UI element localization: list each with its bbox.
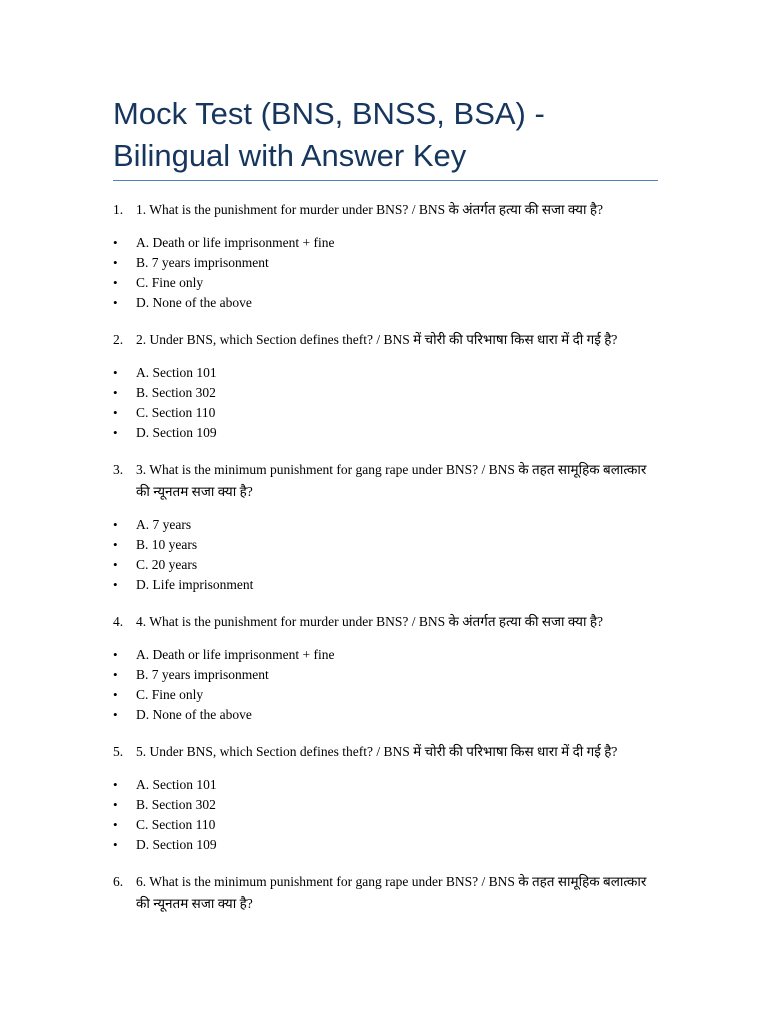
bullet-icon: • [113,837,118,852]
option-text: A. Section 101 [136,365,217,380]
question-text: 2. Under BNS, which Section defines theft? / BNS में चोरी की परिभाषा किस धारा में दी गई है? [136,332,618,347]
option-text: A. Section 101 [136,777,217,792]
option-item [0,535,768,555]
option-item [0,293,768,313]
bullet-icon: • [113,577,118,592]
title-underline [113,180,658,181]
question-number: 3. [113,462,124,477]
option-text: D. None of the above [136,295,252,310]
question-heading [0,329,768,351]
bullet-icon: • [113,817,118,832]
option-text: B. 7 years imprisonment [136,255,269,270]
bullet-icon: • [113,517,118,532]
bullet-icon: • [113,647,118,662]
option-text: A. 7 years [136,517,192,532]
question-number: 4. [113,614,124,629]
bullet-icon: • [113,385,118,400]
option-text: B. 10 years [136,537,198,552]
option-text: D. Section 109 [136,425,217,440]
bullet-icon: • [113,777,118,792]
option-text: B. 7 years imprisonment [136,667,269,682]
option-item [0,363,768,383]
option-item [0,685,768,705]
option-list [0,363,768,443]
question-heading [0,199,768,221]
bullet-icon: • [113,687,118,702]
bullet-icon: • [113,405,118,420]
option-list [0,515,768,595]
question-list [0,199,768,931]
option-text: A. Death or life imprisonment + fine [136,647,335,662]
question-number: 1. [113,202,124,217]
bullet-icon: • [113,537,118,552]
question-item [0,329,768,443]
option-item [0,423,768,443]
option-item [0,575,768,595]
option-item [0,515,768,535]
option-item [0,233,768,253]
option-list [0,233,768,313]
question-text: 3. What is the minimum punishment for gang rape under BNS? / BNS के तहत सामूहिक बलात्कार की न्यूनतम सजा क्या है? [136,462,647,499]
page-title: Mock Test (BNS, BNSS, BSA) - Bilingual with Answer Key [113,96,545,173]
bullet-icon: • [113,295,118,310]
bullet-icon: • [113,425,118,440]
question-heading [0,871,768,915]
question-item [0,611,768,725]
option-item [0,705,768,725]
question-heading [0,611,768,633]
option-text: B. Section 302 [136,385,216,400]
option-item [0,795,768,815]
question-number: 6. [113,874,124,889]
option-item [0,403,768,423]
question-item [0,871,768,915]
option-text: C. Fine only [136,687,204,702]
question-text: 5. Under BNS, which Section defines theft? / BNS में चोरी की परिभाषा किस धारा में दी गई है? [136,744,618,759]
question-item [0,741,768,855]
option-item [0,383,768,403]
option-list [0,775,768,855]
option-item [0,835,768,855]
option-text: C. Fine only [136,275,204,290]
option-text: C. Section 110 [136,405,216,420]
option-item [0,665,768,685]
question-item [0,199,768,313]
bullet-icon: • [113,707,118,722]
question-text: 1. What is the punishment for murder under BNS? / BNS के अंतर्गत हत्या की सजा क्या है? [136,202,604,217]
option-list [0,645,768,725]
question-text: 4. What is the punishment for murder under BNS? / BNS के अंतर्गत हत्या की सजा क्या है? [136,614,604,629]
bullet-icon: • [113,275,118,290]
bullet-icon: • [113,557,118,572]
option-item [0,775,768,795]
bullet-icon: • [113,255,118,270]
question-number: 5. [113,744,124,759]
option-item [0,815,768,835]
option-text: A. Death or life imprisonment + fine [136,235,335,250]
question-item [0,459,768,595]
question-number: 2. [113,332,124,347]
option-text: B. Section 302 [136,797,216,812]
option-text: D. Section 109 [136,837,217,852]
bullet-icon: • [113,365,118,380]
option-item [0,253,768,273]
option-text: C. Section 110 [136,817,216,832]
option-item [0,645,768,665]
bullet-icon: • [113,797,118,812]
option-item [0,273,768,293]
bullet-icon: • [113,667,118,682]
option-item [0,555,768,575]
option-text: C. 20 years [136,557,198,572]
question-text: 6. What is the minimum punishment for gang rape under BNS? / BNS के तहत सामूहिक बलात्कार की न्यूनतम सजा क्या है? [136,874,647,911]
option-text: D. Life imprisonment [136,577,254,592]
question-heading [0,741,768,763]
option-text: D. None of the above [136,707,252,722]
question-heading [0,459,768,503]
bullet-icon: • [113,235,118,250]
